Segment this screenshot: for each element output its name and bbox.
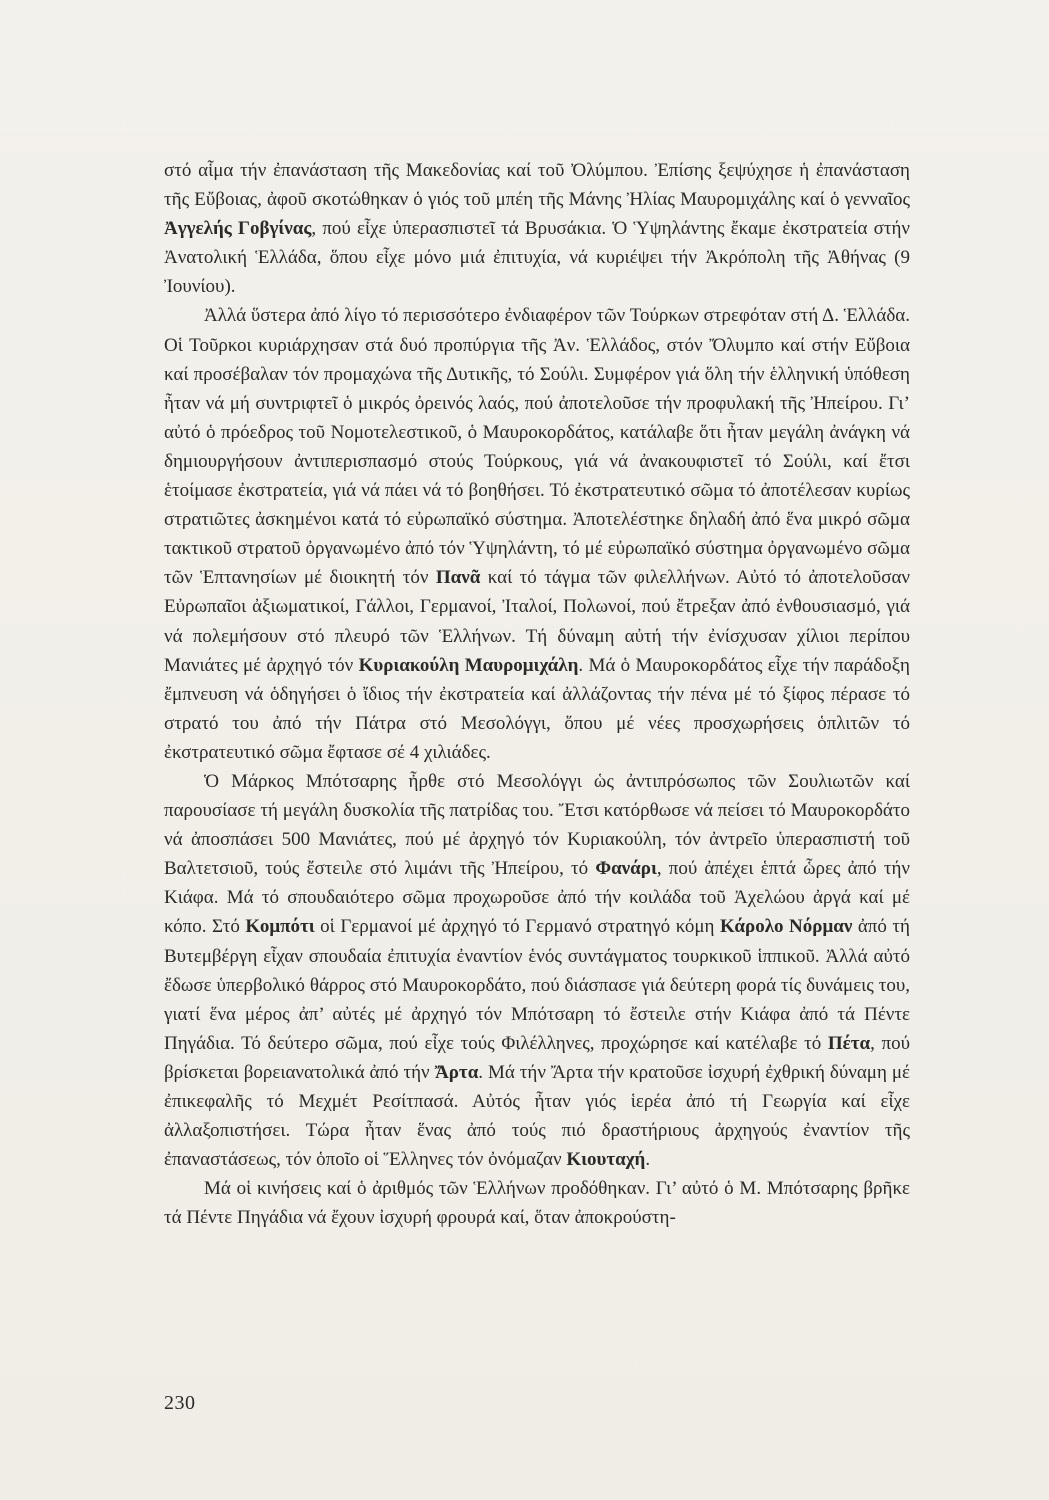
- text-run: , πού εἶχε ὑπερασπιστεῖ τά Βρυσάκια. Ὁ Ὑψηλάντης ἔκαμε ἐκστρατεία στήν Ἀνατολική Ἑλλάδα, ὅπου εἶχε μόνο μιά ἐπιτυχία, νά κυριέψει τήν Ἀκρόπολη τῆς Ἀθήνας (9 Ἰουνίου).: [164, 218, 910, 298]
- text-run: . Μά ὁ Μαυροκορδάτος εἶχε τήν παράδοξη ἔμπνευση νά ὁδηγήσει ὁ ἴδιος τήν ἐκστρατεία καί ἀλλάζοντας τήν πένα μέ τό ξίφος πέρασε τό στρατό του ἀπό τήν Πάτρα στό Μεσολόγγι, ὅπου μέ νέες προσχωρήσεις ὁπλιτῶν τό ἐκστρατευτικό σῶμα ἔφτασε σέ 4 χιλιάδες.: [164, 654, 910, 763]
- text-run: , πού βρίσκεται βορειανατολικά ἀπό τήν: [164, 1032, 911, 1083]
- text-run: ἀπό τή Βυτεμβέργη εἶχαν σπουδαία ἐπιτυχία ἐναντίον ἑνός συντάγματος τουρκικοῦ ἱππικοῦ. Ἀλλά αὐτό ἔδωσε ὑπερβολικό θάρρος στό Μαυροκορδάτο, πού διάσπασε γιά δεύτερη φορά τίς δυνάμεις του, γιατί ἕνα μέρος ἀπ’ αὐτές μέ ἀρχηγό τόν Μπότσαρη τό ἔστειλε στήν Κιάφα ἀπό τά Πέντε Πηγάδια. Τό δεύτερο σῶμα, πού εἶχε τούς Φιλέλληνες, προχώρησε καί κατέλαβε τό: [164, 916, 910, 1054]
- text-run: , πού ἀπέχει ἑπτά ὧρες ἀπό τήν Κιάφα. Μά τό σπουδαιότερο σῶμα προχωροῦσε ἀπό τήν κοιλάδα τοῦ Ἀχελώου ἀργά καί μέ κόπο. Στό: [164, 858, 910, 938]
- text-run: . Μά τήν Ἄρτα τήν κρατοῦσε ἰσχυρή ἐχθρική δύναμη μέ ἐπικεφαλῆς τό Μεχμέτ Ρεσίτπασά. Αὐτός ἦταν γιός ἱερέα ἀπό τή Γεωργία καί εἶχε ἀλλαξοπιστήσει. Τώρα ἦταν ἕνας ἀπό τούς πιό δραστήριους ἀρχηγούς ἐναντίον τῆς ἐπαναστάσεως, τόν ὁποῖο οἱ Ἕλληνες τόν ὀνόμαζαν: [164, 1061, 911, 1171]
- text-run: στό αἷμα τήν ἐπανάσταση τῆς Μακεδονίας καί τοῦ Ὀλύμπου. Ἐπίσης ξεψύχησε ἡ ἐπανάσταση τῆς Εὔβοιας, ἀφοῦ σκοτώθηκαν ὁ γιός τοῦ μπέη τῆς Μάνης Ἠλίας Μαυρομιχάλης καί ὁ γενναῖος: [164, 160, 910, 211]
- bold-name: Κάρολο Νόρμαν: [720, 916, 853, 938]
- bold-name: Πέτα: [827, 1032, 871, 1054]
- text-run: καί τό τάγμα τῶν φιλελλήνων. Αὐτό τό ἀποτελοῦσαν Εὐρωπαῖοι ἀξιωματικοί, Γάλλοι, Γερμανοί, Ἰταλοί, Πολωνοί, πού ἔτρεξαν ἀπό ἐνθουσιασμό, γιά νά πολεμήσουν στό πλευρό τῶν Ἑλλήνων. Τή δύναμη αὐτή τήν ἐνίσχυσαν χίλιοι περίπου Μανιάτες μέ ἀρχηγό τόν: [164, 567, 910, 676]
- text-run: Ἀλλά ὕστερα ἀπό λίγο τό περισσότερο ἐνδιαφέρον τῶν Τούρκων στρεφόταν στή Δ. Ἑλλάδα. Οἱ Τοῦρκοι κυριάρχησαν στά δυό προπύργια τῆς Ἀν. Ἑλλάδος, στόν Ὄλυμπο καί στήν Εὔβοια καί προσέβαλαν τόν προμαχώνα τῆς Δυτικῆς, τό Σούλι. Συμφέρον γιά ὅλη τήν ἑλληνική ὑπόθεση ἦταν νά μή συντριφτεῖ ὁ μικρός ὀρεινός λαός, πού ἀποτελοῦσε τήν προφυλακή τῆς Ἠπείρου. Γι’ αὐτό ὁ πρόεδρος τοῦ Νομοτελεστικοῦ, ὁ Μαυροκορδάτος, κατάλαβε ὅτι ἦταν μεγάλη ἀνάγκη νά δημιουργήσουν ἀντιπερισπασμό στούς Τούρκους, γιά νά ἀνακουφιστεῖ τό Σούλι, καί ἔτσι ἑτοίμασε ἐκστρατεία, γιά νά πάει νά τό βοηθήσει. Τό ἐκστρατευτικό σῶμα τό ἀποτέλεσαν κυρίως στρατιῶτες ἀσκημένοι κατά τό εὐρωπαϊκό σύστημα. Ἀποτελέστηκε δηλαδή ἀπό ἕνα μικρό σῶμα τακτικοῦ στρατοῦ ὀργανωμένο ἀπό τόν Ὑψηλάντη, τό μέ εὐρωπαϊκό σύστημα ὀργανωμένο σῶμα τῶν Ἑπτανησίων μέ διοικητή τόν: [164, 305, 910, 589]
- bold-name: Κομπότι: [245, 916, 315, 938]
- bold-name: Ἄρτα: [434, 1061, 479, 1083]
- page-number: 230: [164, 1392, 196, 1414]
- bold-name: Ἀγγελής Γοβγίνας: [164, 218, 312, 240]
- bold-name: Φανάρι: [595, 858, 657, 880]
- text-run: Μά οἱ κινήσεις καί ὁ ἀριθμός τῶν Ἑλλήνων προδόθηκαν. Γι’ αὐτό ὁ Μ. Μπότσαρης βρῆκε τά Πέντε Πηγάδια νά ἔχουν ἰσχυρή φρουρά καί, ὅταν ἀποκρούστη-: [164, 1178, 910, 1229]
- paragraph-3: [164, 767, 910, 1174]
- text-run: .: [645, 1149, 651, 1171]
- text-run: Ὁ Μάρκος Μπότσαρης ἦρθε στό Μεσολόγγι ὡς ἀντιπρόσωπος τῶν Σουλιωτῶν καί παρουσίασε τή μεγάλη δυσκολία τῆς πατρίδας του. Ἔτσι κατόρθωσε νά πείσει τό Μαυροκορδάτο νά ἀποσπάσει 500 Μανιάτες, πού μέ ἀρχηγό τόν Κυριακούλη, τόν ἀντρεῖο ὑπερασπιστή τοῦ Βαλτετσιοῦ, τούς ἔστειλε στό λιμάνι τῆς Ἠπείρου, τό: [164, 770, 910, 880]
- paragraph-1: [164, 156, 910, 301]
- paragraph-2: [164, 301, 910, 767]
- text-run: οἱ Γερμανοί μέ ἀρχηγό τό Γερμανό στρατηγό κόμη: [314, 916, 721, 938]
- bold-name: Κιουταχή: [566, 1149, 646, 1171]
- bold-name: Πανᾶ: [435, 567, 481, 589]
- body-text: [164, 156, 910, 1232]
- bold-name: Κυριακούλη Μαυρομιχάλη: [358, 654, 579, 676]
- paragraph-4: [164, 1174, 910, 1232]
